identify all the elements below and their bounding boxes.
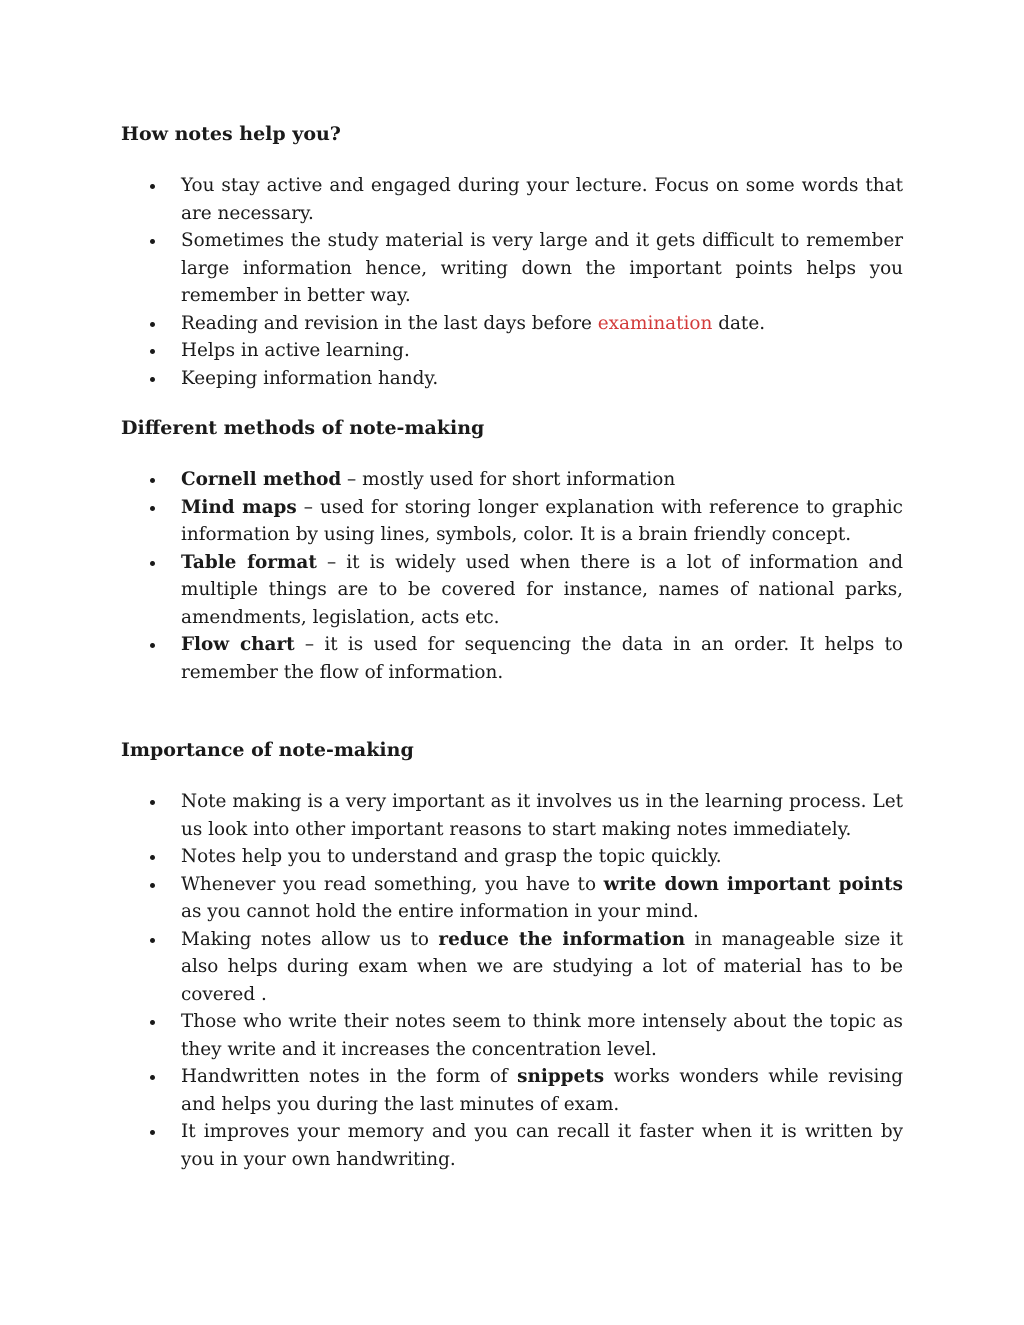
method-name: Mind maps (181, 496, 297, 518)
list-item (181, 631, 903, 686)
method-name: Flow chart (181, 634, 295, 655)
list-item: Those who write their notes seem to think more intensely about the topic as they write and it increases the concentration level. (181, 1008, 903, 1063)
list-item: Notes help you to understand and grasp the topic quickly. (181, 843, 903, 871)
list-item: It improves your memory and you can recall it faster when it is written by you in your own handwriting. (181, 1118, 903, 1173)
examination-link[interactable]: examination (597, 312, 713, 334)
list-item-text: Reading and revision in the last days before (181, 312, 598, 334)
list-item (181, 549, 903, 632)
list-item-text: date. (712, 312, 766, 334)
list-importance (181, 788, 903, 1173)
method-description: – it is used for sequencing the data in an order. It helps to remember the flow of information. (181, 634, 903, 683)
list-item-text: Whenever you read something, you have to (181, 873, 604, 895)
list-item: Helps in active learning. (181, 337, 903, 365)
emphasis: reduce the information (438, 928, 686, 950)
list-item-text: as you cannot hold the entire information in your mind. (181, 901, 699, 922)
method-description: – it is widely used when there is a lot of information and multiple things are to be covered for instance, names of national parks, amendments, legislation, acts etc. (181, 551, 903, 628)
list-item-text: in manageable size it also helps during exam when we are studying a lot of material has to be covered . (181, 928, 903, 1005)
emphasis: snippets (517, 1066, 605, 1087)
list-item (181, 310, 903, 338)
list-item-text: Making notes allow us to (181, 928, 439, 950)
heading-importance: Importance of note-making (121, 739, 414, 761)
heading-methods: Different methods of note-making (121, 417, 485, 439)
list-item-text: Handwritten notes in the form of (181, 1066, 518, 1087)
method-name: Table format (181, 551, 317, 573)
list-item (181, 466, 903, 494)
list-item: Note making is a very important as it involves us in the learning process. Let us look into other important reasons to start making notes immediately. (181, 788, 903, 843)
list-item (181, 1063, 903, 1118)
list-methods (181, 466, 903, 686)
heading-how-notes-help: How notes help you? (121, 123, 341, 145)
list-item (181, 926, 903, 1009)
method-description: – used for storing longer explanation with reference to graphic information by using lines, symbols, color. It is a brain friendly concept. (181, 496, 903, 545)
list-item: Keeping information handy. (181, 365, 903, 393)
emphasis: write down important points (603, 873, 904, 895)
list-item: You stay active and engaged during your lecture. Focus on some words that are necessary. (181, 172, 903, 227)
list-item-text: works wonders while revising and helps you during the last minutes of exam. (181, 1066, 904, 1115)
method-description: – mostly used for short information (341, 469, 676, 490)
list-item (181, 494, 903, 549)
list-item (181, 871, 903, 926)
list-how-notes-help (181, 172, 903, 392)
list-item: Sometimes the study material is very large and it gets difficult to remember large information hence, writing down the important points helps you remember in better way. (181, 227, 903, 310)
method-name: Cornell method (181, 469, 342, 490)
